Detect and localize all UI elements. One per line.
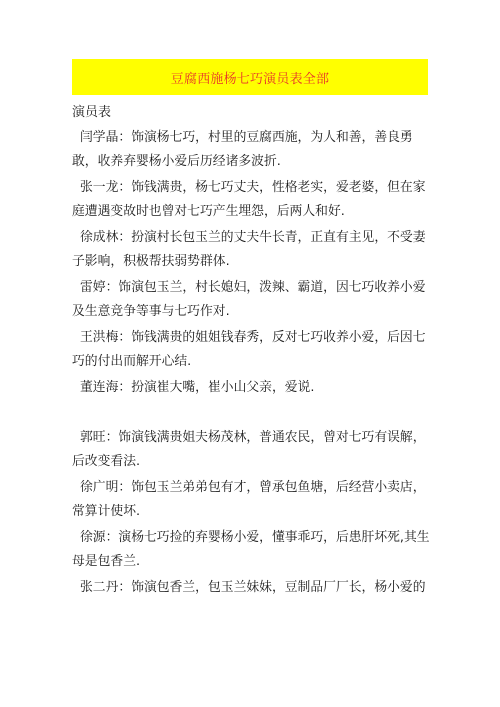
cast-entry-6: 董连海：扮演崔大嘴，崔小山父亲，爱说. [80,380,315,395]
cast-entry-10: 张二丹：饰演包香兰，包玉兰妹妹，豆制品厂厂长，杨小爱的 [80,580,426,595]
cast-entry-2: 张一龙：饰钱满贵，杨七巧丈夫，性格老实，爱老婆，但在家庭遭遇变故时也曾对七巧产生埋怨，后两人和好. [72,180,426,219]
cast-entry-3: 徐成林：扮演村长包玉兰的丈夫牛长青，正直有主见，不受妻子影响，积极帮扶弱势群体. [72,230,426,269]
section-heading: 演员表 [72,105,112,120]
cast-entry-7: 郭旺：饰演钱满贵姐夫杨茂林，普通农民，曾对七巧有误解，后改变看法. [72,430,426,469]
cast-entry-4: 雷婷：饰演包玉兰，村长媳妇，泼辣、霸道，因七巧收养小爱及生意竞争等事与七巧作对. [72,280,426,319]
title-banner [72,59,428,95]
cast-entry-5: 王洪梅：饰钱满贵的姐姐钱春秀，反对七巧收养小爱，后因七巧的付出而解开心结. [72,330,426,369]
cast-entry-9: 徐源：演杨七巧捡的弃婴杨小爱，懂事乖巧，后患肝坏死,其生母是包香兰. [72,530,430,569]
cast-entry-8: 徐广明：饰包玉兰弟弟包有才，曾承包鱼塘，后经营小卖店，常算计使坏. [72,480,426,519]
document-title: 豆腐西施杨七巧演员表全部 [170,71,330,87]
document-body [72,104,430,602]
cast-entry-1: 闫学晶：饰演杨七巧，村里的豆腐西施，为人和善，善良勇敢，收养弃婴杨小爱后历经诸多波折. [72,130,413,169]
